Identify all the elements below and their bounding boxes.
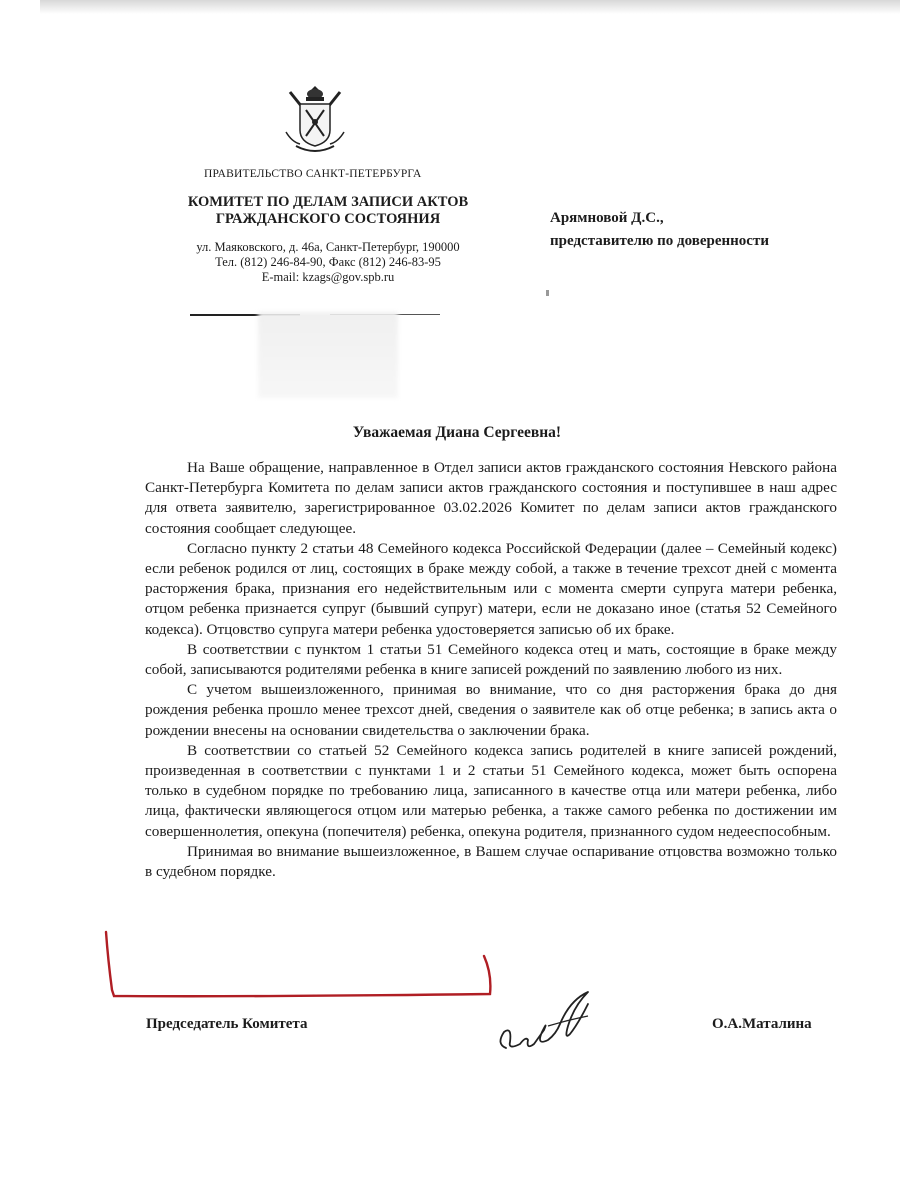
committee-line-1: КОМИТЕТ ПО ДЕЛАМ ЗАПИСИ АКТОВ bbox=[187, 194, 469, 210]
scan-edge-shadow bbox=[40, 0, 900, 14]
redacted-reference bbox=[258, 312, 398, 398]
phone-line: Тел. (812) 246-84-90, Факс (812) 246-83-95 bbox=[215, 255, 441, 269]
committee-line-2: ГРАЖДАНСКОГО СОСТОЯНИЯ bbox=[215, 211, 441, 227]
paragraph-3: В соответствии с пунктом 1 статьи 51 Семейного кодекса отец и мать, состоящие в браке между собой, записываются родителями ребенка в книге записей рождений по заявлению любого из них. bbox=[145, 640, 837, 679]
paragraph-5: В соответствии со статьей 52 Семейного кодекса запись родителей в книге записей рождений, произведенная в соответствии с пунктами 1 и 2 статьи 51 Семейного кодекса, может быть оспорена только в судебном порядке по требованию лица, записанного в качестве отца или матери ребенка, либо лица, фактически являющегося отцом или матерью ребенка, а также самого ребенка по достижении им совершеннолетия, опекуна (попечителя) ребенка, опекуна родителя, признанного судом недееспособным. bbox=[145, 741, 837, 840]
paragraph-2: Согласно пункту 2 статьи 48 Семейного кодекса Российской Федерации (далее – Семейный кодекс) если ребенок родился от лиц, состоящих в браке между собой, а также в течение трехсот дней с момента расторжения брака, признания его недействительным или с момента смерти супруга матери ребенка, отцом ребенка признается супруг (бывший супруг) матери, если не доказано иное (статья 52 Семейного кодекса). Отцовство супруга матери ребенка удостоверяется записью об их браке. bbox=[145, 539, 837, 638]
committee-name bbox=[168, 194, 488, 228]
recipient-block bbox=[550, 207, 769, 253]
paragraph-4: С учетом вышеизложенного, принимая во внимание, что со дня расторжения брака до дня рождения ребенка прошло менее трехсот дней, сведения о заявителе как об отце ребенка; в запись акта о рождении внесены на основании свидетельства о заключении брака. bbox=[145, 681, 837, 739]
scan-mark bbox=[546, 290, 549, 296]
paragraph-1: На Ваше обращение, направленное в Отдел записи актов гражданского состояния Невского района Санкт-Петербурга Комитета по делам записи актов гражданского состояния и поступившее в наш адрес для ответа заявителю, зарегистрированное 03.02.2026 Комитет по делам записи актов гражданского состояния сообщает следующее. bbox=[145, 459, 837, 537]
committee-contacts bbox=[178, 240, 478, 285]
handwritten-signature bbox=[488, 986, 620, 1070]
recipient-role: представителю по доверенности bbox=[550, 233, 769, 249]
paragraph-6: Принимая во внимание вышеизложенное, в Вашем случае оспаривание отцовства возможно только в судебном порядке. bbox=[145, 842, 837, 881]
email-line: E-mail: kzags@gov.spb.ru bbox=[261, 270, 395, 284]
signatory-name: О.А.Маталина bbox=[712, 1016, 812, 1032]
government-name: ПРАВИТЕЛЬСТВО САНКТ-ПЕТЕРБУРГА bbox=[204, 168, 422, 180]
coat-of-arms-icon bbox=[282, 82, 348, 156]
letter-body bbox=[145, 458, 837, 882]
red-highlight-bracket bbox=[104, 930, 496, 1004]
address-line: ул. Маяковского, д. 46а, Санкт-Петербург, 190000 bbox=[196, 240, 460, 254]
signatory-title: Председатель Комитета bbox=[146, 1016, 308, 1032]
greeting: Уважаемая Диана Сергеевна! bbox=[352, 424, 562, 441]
recipient-name: Арямновой Д.С., bbox=[550, 210, 664, 226]
